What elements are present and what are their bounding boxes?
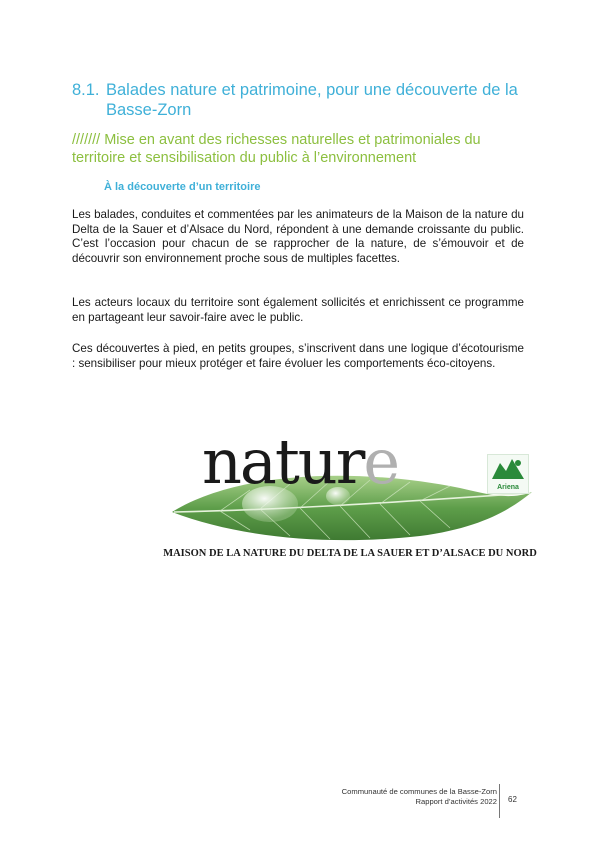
ariena-badge — [487, 454, 529, 494]
ariena-emblem-icon — [488, 455, 528, 483]
footer-report: Rapport d’activités 2022 — [415, 797, 497, 806]
section-heading-text: Balades nature et patrimoine, pour une découverte de la Basse-Zorn — [106, 81, 518, 119]
footer-divider — [499, 784, 500, 818]
paragraph-acteurs: Les acteurs locaux du territoire sont également sollicités et enrichissent ce programme en partageant leur savoir-faire avec le public. — [72, 296, 524, 324]
page-number: 62 — [508, 795, 517, 804]
section-heading — [72, 80, 532, 120]
ariena-badge-text: Ariena — [497, 484, 519, 491]
logo-wordmark: nature — [202, 425, 399, 498]
paragraph-balades: Les balades, conduites et commentées par les animateurs de la Maison de la nature du Delta de la Sauer et d’Alsace du Nord, répondent à une demande croissante du public. C’est l’occasion pour chacun de se rapprocher de la nature, de s’émouvoir et de découvrir son environnement proche sous de multiples facettes. — [72, 208, 524, 265]
section-number: 8.1. — [72, 81, 100, 99]
logo-caption: MAISON DE LA NATURE DU DELTA DE LA SAUER ET D’ALSACE DU NORD — [163, 548, 537, 559]
maison-nature-logo — [160, 425, 540, 580]
paragraph-decouvertes: Ces découvertes à pied, en petits groupes, s’inscrivent dans une logique d’écotourisme : sensibiliser pour mieux protéger et faire évoluer les comportements éco-citoyens. — [72, 342, 524, 370]
page-footer — [342, 787, 497, 807]
section-subheading: /////// Mise en avant des richesses naturelles et patrimoniales du territoire et sensibilisation du public à l’environnement — [72, 132, 481, 166]
subsection-title: À la découverte d’un territoire — [104, 181, 261, 193]
footer-organisation: Communauté de communes de la Basse-Zorn — [341, 787, 497, 796]
